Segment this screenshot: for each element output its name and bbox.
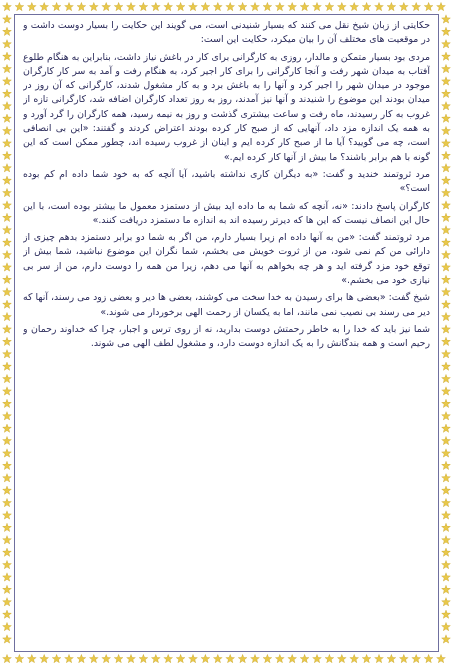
border-star-icon xyxy=(238,2,247,10)
border-star-icon xyxy=(3,560,12,568)
border-star-icon xyxy=(238,654,247,662)
border-star-icon xyxy=(40,2,49,10)
border-star-icon xyxy=(65,2,74,10)
border-star-icon xyxy=(102,654,111,662)
border-star-icon xyxy=(3,114,12,122)
document-page xyxy=(14,14,439,652)
border-star-icon xyxy=(114,654,123,662)
border-star-icon xyxy=(313,2,322,10)
border-star-icon xyxy=(442,374,451,382)
border-star-icon xyxy=(226,654,235,662)
border-star-icon xyxy=(442,151,451,159)
border-star-icon xyxy=(3,164,12,172)
border-star-icon xyxy=(52,2,61,10)
border-star-icon xyxy=(442,387,451,395)
border-star-icon xyxy=(3,511,12,519)
border-star-icon xyxy=(442,585,451,593)
border-star-icon xyxy=(442,102,451,110)
border-star-icon xyxy=(3,387,12,395)
border-star-icon xyxy=(15,654,24,662)
border-star-icon xyxy=(442,288,451,296)
border-star-icon xyxy=(442,362,451,370)
border-star-icon xyxy=(3,548,12,556)
border-star-icon xyxy=(102,2,111,10)
border-star-icon xyxy=(3,226,12,234)
border-star-icon xyxy=(442,164,451,172)
border-star-icon xyxy=(3,89,12,97)
border-star-icon xyxy=(3,325,12,333)
border-star-icon xyxy=(442,226,451,234)
border-star-icon xyxy=(442,436,451,444)
paragraph-workers: کارگران پاسخ دادند: «نه، آنچه که شما به ما داده اید بیش از دستمزد معمول ما بیشتر بوده است، با این حال این انصاف نیست که این ها که دیرتر رسیده اند به اندازه ما دستمزد دریافت کنند.» xyxy=(23,200,430,226)
border-star-icon xyxy=(52,654,61,662)
border-star-icon xyxy=(442,622,451,630)
border-star-icon xyxy=(442,474,451,482)
border-star-icon xyxy=(442,201,451,209)
border-star-icon xyxy=(3,275,12,283)
border-star-icon xyxy=(442,573,451,581)
border-star-icon xyxy=(442,536,451,544)
border-star-icon xyxy=(3,300,12,308)
border-star-icon xyxy=(3,312,12,320)
border-star-icon xyxy=(139,654,148,662)
border-star-icon xyxy=(442,337,451,345)
border-star-icon xyxy=(375,654,384,662)
border-star-icon xyxy=(3,213,12,221)
border-star-icon xyxy=(114,2,123,10)
border-star-icon xyxy=(275,654,284,662)
border-star-icon xyxy=(201,654,210,662)
border-star-icon xyxy=(27,654,36,662)
border-star-icon xyxy=(263,654,272,662)
border-star-icon xyxy=(3,40,12,48)
border-star-icon xyxy=(442,77,451,85)
border-star-icon xyxy=(3,139,12,147)
border-star-icon xyxy=(3,15,12,23)
border-star-icon xyxy=(226,2,235,10)
border-star-icon xyxy=(3,102,12,110)
border-star-icon xyxy=(325,2,334,10)
border-star-icon xyxy=(3,2,12,10)
border-star-icon xyxy=(442,548,451,556)
border-star-icon xyxy=(176,654,185,662)
border-star-icon xyxy=(127,654,136,662)
border-star-icon xyxy=(164,2,173,10)
border-star-icon xyxy=(442,40,451,48)
border-star-icon xyxy=(3,126,12,134)
border-star-icon xyxy=(139,2,148,10)
border-star-icon xyxy=(350,2,359,10)
paragraph-sheikh: شیخ گفت: «بعضی ها برای رسیدن به خدا سخت می کوشند، بعضی ها دیر و بعضی زود می رسند، آنها که دیر می رسند بی نصیب نمی مانند، اما به یکسان از رحمت الهی برخوردار می شوند.» xyxy=(23,292,430,318)
border-star-icon xyxy=(189,2,198,10)
border-star-icon xyxy=(213,2,222,10)
border-star-icon xyxy=(275,2,284,10)
border-star-icon xyxy=(89,654,98,662)
border-star-icon xyxy=(3,573,12,581)
border-star-icon xyxy=(442,498,451,506)
border-star-icon xyxy=(3,449,12,457)
border-star-icon xyxy=(424,2,433,10)
border-star-icon xyxy=(3,536,12,544)
border-star-icon xyxy=(442,15,451,23)
border-star-icon xyxy=(442,399,451,407)
border-star-icon xyxy=(3,374,12,382)
border-star-icon xyxy=(442,523,451,531)
border-star-icon xyxy=(300,2,309,10)
border-star-icon xyxy=(3,362,12,370)
border-star-icon xyxy=(362,654,371,662)
document-body xyxy=(23,19,430,647)
border-star-icon xyxy=(442,126,451,134)
border-star-icon xyxy=(442,263,451,271)
border-star-icon xyxy=(442,412,451,420)
border-star-icon xyxy=(3,263,12,271)
border-star-icon xyxy=(442,350,451,358)
border-star-icon xyxy=(189,654,198,662)
border-star-icon xyxy=(442,486,451,494)
border-star-icon xyxy=(442,598,451,606)
border-star-icon xyxy=(3,424,12,432)
paragraph-reply: مرد ثروتمند خندید و گفت: «به دیگران کاری نداشته باشید، آیا آنچه که به خود شما داده ام کم بوده است؟» xyxy=(23,168,430,195)
border-star-icon xyxy=(3,337,12,345)
paragraph-master: مرد ثروتمند گفت: «من به آنها داده ام زیرا بسیار دارم، من اگر به شما دو برابر دستمزد بدهم چیزی از دارائی من کم نمی شود، من از ثروت خویش می بخشم، شما نگران این موضوع نباشید، شما بیش از توقع خود مزد گرفته اید و هر چه بخواهم به آنها می دهم، زیرا من همه را دوست دارم، من از سر بی نیازی خود می بخشم.» xyxy=(23,232,430,287)
border-star-icon xyxy=(412,2,421,10)
border-star-icon xyxy=(300,654,309,662)
border-star-icon xyxy=(176,2,185,10)
border-star-icon xyxy=(3,188,12,196)
border-star-icon xyxy=(442,560,451,568)
border-star-icon xyxy=(3,77,12,85)
border-star-icon xyxy=(77,2,86,10)
border-star-icon xyxy=(288,654,297,662)
border-star-icon xyxy=(3,412,12,420)
border-star-icon xyxy=(387,654,396,662)
border-star-icon xyxy=(442,176,451,184)
border-star-icon xyxy=(164,654,173,662)
border-star-icon xyxy=(65,654,74,662)
border-star-icon xyxy=(3,598,12,606)
border-star-icon xyxy=(442,449,451,457)
paragraph-story: مردی بود بسیار متمکن و مالدار، روزی به کارگرانی برای کار در باغش نیاز داشت، بنابراین به هنگام طلوع آفتاب به میدان شهر رفت و آنجا کارگرانی را برای کار اجیر کرد، به هنگام رفت و آمد به سر کار کارگران موجود در میدان شهر را اجیر کرد و آنها را به باغش برد و به کار مشغول شدند، کارگرانی که آن روز در میدان بودند این موضوع را شنیدند و آنها نیز آمدند، روز به روز تعداد کارگران اضافه شد، کارگرانی تازه از غروب به کار رسیدند، ماه رفت و ساعت بیشتری گذشت و روز به نیمه رسید، همه کارگران را گرد آورد و به همه یک اندازه مزد داد، آنهایی که از صبح کار کرده بودند اعتراض کردند و گفتند: «این بی انصافی است، چه می گویید؟ آیا ما از صبح کار کرده ایم و اینان از غروب رسیده اند، چطور ممکن است که این گونه با هم برابر باشند؟ ما بیش از آنها کار کرده ایم.» xyxy=(23,51,430,163)
border-star-icon xyxy=(442,511,451,519)
border-star-icon xyxy=(263,2,272,10)
border-star-icon xyxy=(201,2,210,10)
paragraph-conclusion: شما نیز باید که خدا را به خاطر رحمتش دوست بدارید، نه از روی ترس و اجبار، چرا که خداوند رحمان و رحیم است و همه بندگانش را به یک اندازه دوست دارد، و مشغول لطف الهی می شوند. xyxy=(23,323,430,350)
border-star-icon xyxy=(3,64,12,72)
border-star-icon xyxy=(3,498,12,506)
border-star-icon xyxy=(3,461,12,469)
border-star-icon xyxy=(3,52,12,60)
border-star-icon xyxy=(442,635,451,643)
border-star-icon xyxy=(15,2,24,10)
border-star-icon xyxy=(313,654,322,662)
border-star-icon xyxy=(251,654,260,662)
border-star-icon xyxy=(3,350,12,358)
border-star-icon xyxy=(442,52,451,60)
border-star-icon xyxy=(442,139,451,147)
border-star-icon xyxy=(337,654,346,662)
border-star-icon xyxy=(399,654,408,662)
border-star-icon xyxy=(424,654,433,662)
paragraph-intro: حکایتی از زبان شیخ نقل می کنند که بسیار شنیدنی است، می گویند این حکایت را بسیار دوست داشت و در موقعیت های مختلف آن را بیان میکرد، حکایت این است: xyxy=(23,20,430,46)
border-star-icon xyxy=(337,2,346,10)
border-star-icon xyxy=(288,2,297,10)
border-star-icon xyxy=(3,635,12,643)
border-star-icon xyxy=(442,461,451,469)
border-star-icon xyxy=(127,2,136,10)
border-star-icon xyxy=(251,2,260,10)
border-star-icon xyxy=(3,585,12,593)
border-star-icon xyxy=(3,399,12,407)
border-star-icon xyxy=(350,654,359,662)
border-star-icon xyxy=(151,2,160,10)
border-star-icon xyxy=(437,2,446,10)
border-star-icon xyxy=(89,2,98,10)
border-star-icon xyxy=(442,114,451,122)
border-star-icon xyxy=(3,654,12,662)
border-star-icon xyxy=(213,654,222,662)
border-star-icon xyxy=(3,436,12,444)
border-star-icon xyxy=(3,250,12,258)
border-star-icon xyxy=(3,610,12,618)
border-star-icon xyxy=(442,188,451,196)
border-star-icon xyxy=(3,176,12,184)
border-star-icon xyxy=(3,474,12,482)
border-star-icon xyxy=(362,2,371,10)
border-star-icon xyxy=(77,654,86,662)
border-star-icon xyxy=(3,622,12,630)
border-star-icon xyxy=(442,424,451,432)
border-star-icon xyxy=(3,288,12,296)
border-star-icon xyxy=(325,654,334,662)
border-star-icon xyxy=(40,654,49,662)
border-star-icon xyxy=(151,654,160,662)
border-star-icon xyxy=(3,151,12,159)
border-star-icon xyxy=(442,27,451,35)
border-star-icon xyxy=(442,300,451,308)
border-star-icon xyxy=(442,213,451,221)
border-star-icon xyxy=(442,610,451,618)
border-star-icon xyxy=(442,312,451,320)
border-star-icon xyxy=(442,64,451,72)
border-star-icon xyxy=(442,250,451,258)
border-star-icon xyxy=(3,201,12,209)
border-star-icon xyxy=(3,523,12,531)
border-star-icon xyxy=(442,275,451,283)
border-star-icon xyxy=(3,27,12,35)
border-star-icon xyxy=(3,238,12,246)
border-star-icon xyxy=(399,2,408,10)
border-star-icon xyxy=(387,2,396,10)
border-star-icon xyxy=(437,654,446,662)
border-star-icon xyxy=(442,238,451,246)
border-star-icon xyxy=(442,89,451,97)
border-star-icon xyxy=(3,486,12,494)
border-star-icon xyxy=(442,325,451,333)
border-star-icon xyxy=(375,2,384,10)
border-star-icon xyxy=(27,2,36,10)
border-star-icon xyxy=(412,654,421,662)
